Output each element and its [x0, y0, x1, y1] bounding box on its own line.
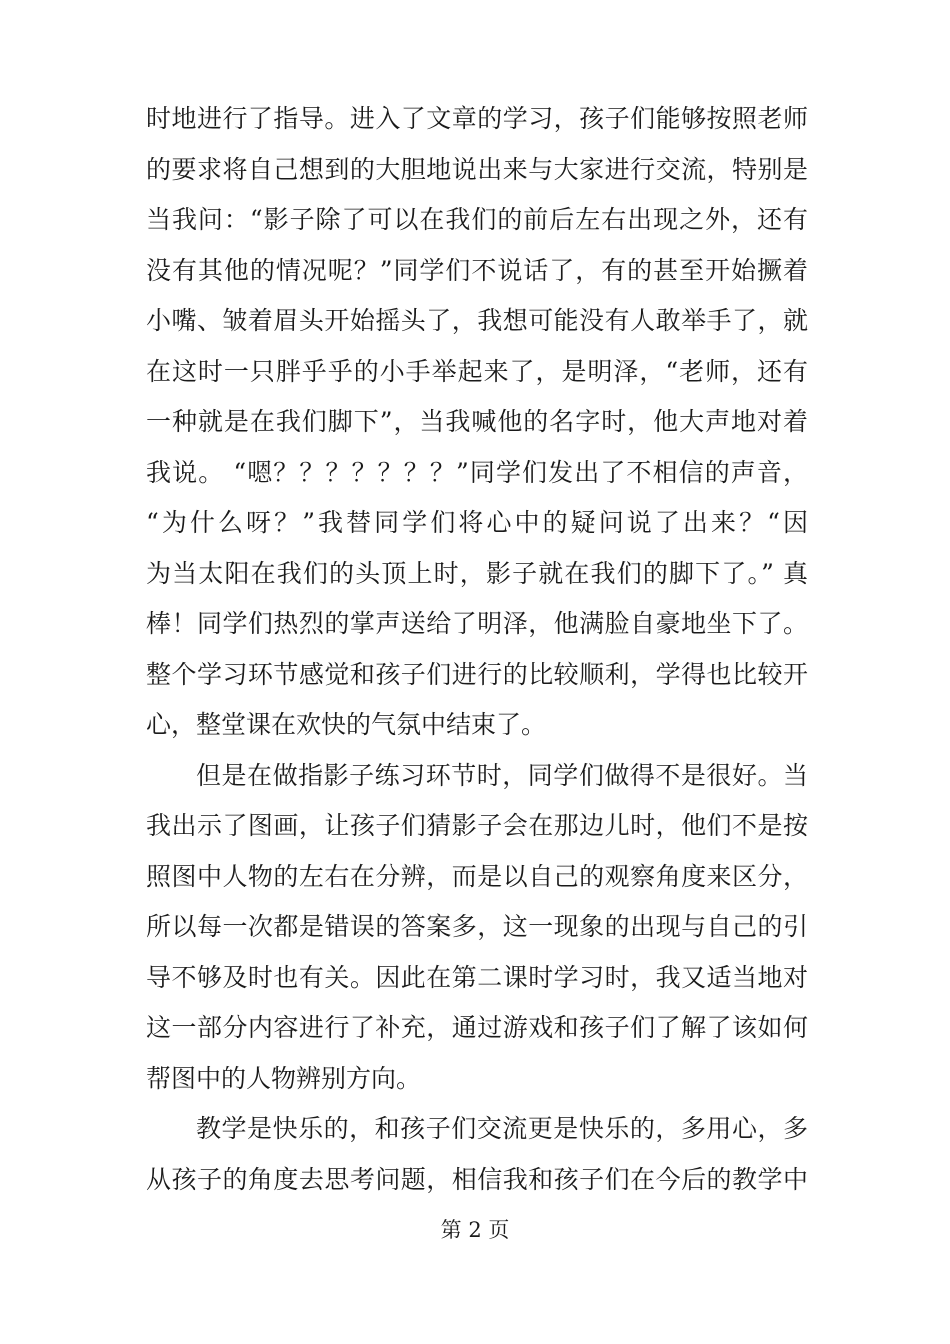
page-number: 第 2 页 [440, 1218, 510, 1242]
text-line: 导不够及时也有关。因此在第二课时学习时，我又适当地对 [146, 962, 808, 992]
text-line: 的要求将自己想到的大胆地说出来与大家进行交流，特别是 [146, 154, 808, 184]
text-line: 为当太阳在我们的头顶上时，影子就在我们的脚下了。” 真 [146, 558, 808, 588]
text-line: 在这时一只胖乎乎的小手举起来了，是明泽，“老师，还有 [146, 356, 808, 386]
body-text [146, 94, 808, 1205]
text-line: 教学是快乐的，和孩子们交流更是快乐的，多用心，多 [196, 1114, 808, 1143]
text-line: 棒！同学们热烈的掌声送给了明泽，他满脸自豪地坐下了。 [146, 609, 808, 638]
text-line: 我出示了图画，让孩子们猜影子会在那边儿时，他们不是按 [146, 811, 808, 840]
text-line: “为什么呀？”我替同学们将心中的疑问说了出来？“因 [146, 508, 808, 537]
text-line: 心，整堂课在欢快的气氛中结束了。 [146, 710, 547, 739]
text-line: 整个学习环节感觉和孩子们进行的比较顺利，学得也比较开 [146, 659, 808, 689]
text-line: 从孩子的角度去思考问题，相信我和孩子们在今后的教学中 [146, 1164, 808, 1194]
text-line: 我说。 “嗯？？？？？？？”同学们发出了不相信的声音， [146, 457, 808, 487]
text-line: 一种就是在我们脚下”，当我喊他的名字时，他大声地对着 [146, 407, 808, 436]
text-line: 没有其他的情况呢？”同学们不说话了，有的甚至开始撅着 [146, 255, 808, 285]
text-line: 小嘴、皱着眉头开始摇头了，我想可能没有人敢举手了，就 [146, 306, 808, 335]
text-line: 所以每一次都是错误的答案多，这一现象的出现与自己的引 [146, 912, 808, 941]
text-line: 帮图中的人物辨别方向。 [146, 1063, 422, 1093]
text-line: 时地进行了指导。进入了文章的学习，孩子们能够按照老师 [146, 104, 808, 133]
text-line: 当我问：“影子除了可以在我们的前后左右出现之外，还有 [146, 205, 808, 234]
text-line: 但是在做指影子练习环节时，同学们做得不是很好。当 [196, 760, 808, 790]
text-line: 这一部分内容进行了补充，通过游戏和孩子们了解了该如何 [146, 1013, 808, 1042]
text-line: 照图中人物的左右在分辨，而是以自己的观察角度来区分， [146, 861, 808, 891]
